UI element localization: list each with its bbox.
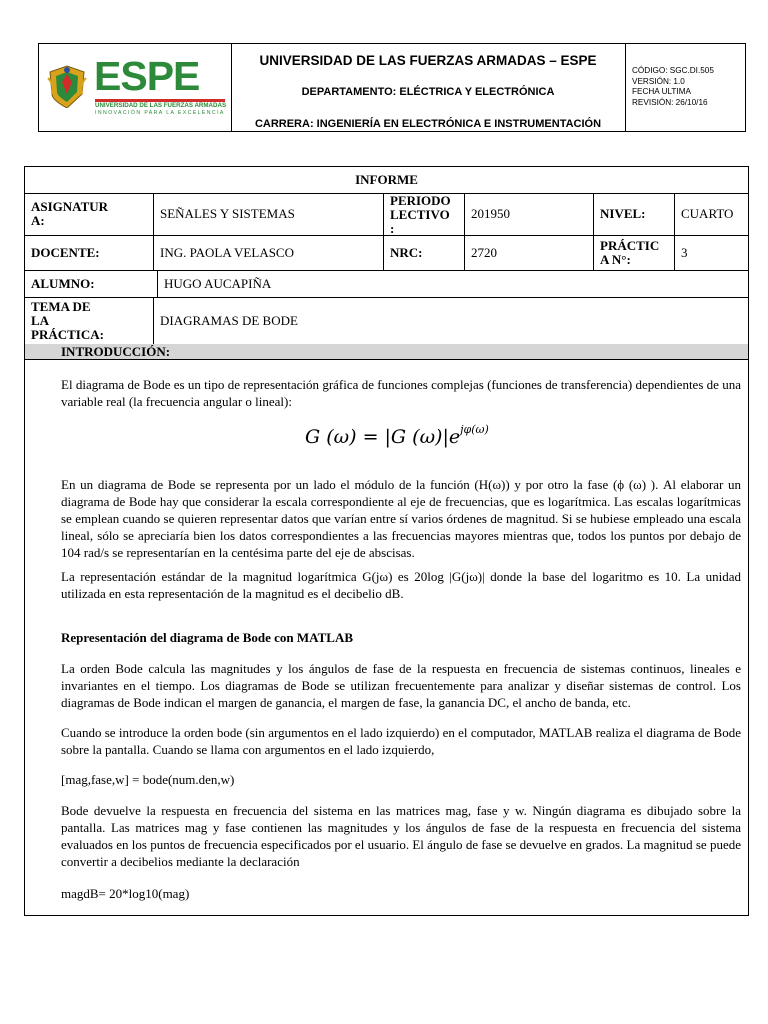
- fecha-label: FECHA ULTIMA: [632, 87, 691, 97]
- docente-label: DOCENTE:: [25, 236, 154, 270]
- document-metadata: [632, 66, 714, 108]
- paragraph-bode-output: Bode devuelve la respuesta en frecuencia del sistema en las matrices mag, fase y w. Ningún diagrama es dibujado sobre la pantalla. Las matrices mag y fase contienen las magnitudes y los ángulos de fase de la respuesta en frecuencia del sistema evaluados en los puntos de frecuencia especificados por el usuario. El ángulo de fase se devuelve en grados. La magnitud se puede convertir a decibelios mediante la declaración: [61, 803, 741, 869]
- asignatura-value: SEÑALES Y SISTEMAS: [154, 193, 384, 235]
- logo-cell: [39, 44, 232, 131]
- logo-motto: INNOVACIÓN PARA LA EXCELENCIA: [95, 110, 225, 116]
- university-title: UNIVERSIDAD DE LAS FUERZAS ARMADAS – ESPE: [259, 53, 597, 68]
- alumno-value: HUGO AUCAPIÑA: [164, 276, 272, 291]
- tema-label: TEMA DE LA PRÁCTICA:: [25, 298, 154, 344]
- paragraph-bode-description: En un diagrama de Bode se representa por un lado el módulo de la función (H(ω)) y por otro la fase (ϕ (ω) ). Al elaborar un diagrama de Bode hay que considerar la escala correspondiente al eje de frecuencias, que es logarítmica. Las escalas logarítmicas se emplean cuando se quieren representar datos que varían entre sí varios órdenes de magnitud. Si se hubiese empleado una escala lineal, sólo se apreciaría bien los datos correspondientes a las frecuencias mayores mientras que, todos los puntos por debajo de 104 rad/s se representarían en la centésima parte del eje de abscisas.: [61, 477, 741, 560]
- nivel-value: CUARTO: [681, 206, 734, 221]
- table-row: [25, 271, 748, 298]
- department-title: DEPARTAMENTO: ELÉCTRICA Y ELECTRÓNICA: [301, 86, 555, 98]
- practica-label: PRÁCTIC A N°:: [594, 236, 675, 270]
- career-title: CARRERA: INGENIERÍA EN ELECTRÓNICA E INSTRUMENTACIÓN: [254, 118, 602, 130]
- paragraph-bode-command: La orden Bode calcula las magnitudes y los ángulos de fase de la respuesta en frecuencia de sistemas continuos, lineales e invariantes en el tiempo. Los diagramas de Bode se utilizan frecuentemente para analizar y diseñar sistemas de control. Los diagramas de Bode indican el margen de ganancia, el margen de fase, la ganancia DC, el ancho de banda, etc.: [61, 661, 741, 710]
- nrc-value: 2720: [465, 236, 594, 270]
- section-title-matlab: Representación del diagrama de Bode con MATLAB: [61, 630, 354, 645]
- code-bode-call: [mag,fase,w] = bode(num.den,w): [61, 772, 235, 787]
- table-row: [25, 236, 748, 271]
- periodo-label: PERIODO LECTIVO :: [384, 193, 465, 235]
- revision-text: REVISIÓN: 26/10/16: [632, 97, 708, 107]
- introduccion-heading: INTRODUCCIÓN:: [25, 344, 748, 360]
- code-magdb: magdB= 20*log10(mag): [61, 886, 190, 901]
- table-row: [25, 298, 748, 344]
- table-row: [25, 193, 748, 236]
- paragraph-intro: El diagrama de Bode es un tipo de representación gráfica de funciones complejas (funciones de transferencia) dependientes de una variable real (la frecuencia angular o lineal):: [61, 377, 741, 409]
- tema-value: DIAGRAMAS DE BODE: [160, 313, 298, 328]
- equation-exponent: jφ(ω): [460, 423, 489, 436]
- document-header: [38, 43, 746, 132]
- paragraph-bode-usage: Cuando se introduce la orden bode (sin argumentos en el lado izquierdo) en el computador, MATLAB realiza el diagrama de Bode sobre la pantalla. Cuando se llama con argumentos en el lado izquierdo,: [61, 725, 741, 757]
- bode-equation: [305, 423, 489, 448]
- equation-main: G (ω) = |G (ω)|e: [305, 426, 461, 448]
- asignatura-label: ASIGNATUR A:: [25, 193, 154, 235]
- practica-value: 3: [681, 245, 688, 260]
- alumno-label: ALUMNO:: [25, 271, 158, 297]
- informe-title: INFORME: [25, 167, 748, 194]
- nrc-label: NRC:: [384, 236, 465, 270]
- nivel-label: NIVEL:: [594, 193, 675, 235]
- university-emblem-icon: [46, 64, 88, 108]
- docente-value: ING. PAOLA VELASCO: [154, 236, 384, 270]
- version-text: VERSIÓN: 1.0: [632, 76, 685, 86]
- logo-wordmark: ESPE: [94, 53, 200, 99]
- periodo-value: 201950: [465, 193, 594, 235]
- logo-university-name: UNIVERSIDAD DE LAS FUERZAS ARMADAS: [95, 102, 227, 109]
- codigo-text: CÓDIGO: SGC.DI.505: [632, 66, 714, 75]
- header-titles: [231, 44, 626, 131]
- paragraph-log-magnitude: La representación estándar de la magnitud logarítmica G(jω) es 20log |G(jω)| donde la base del logaritmo es 10. La unidad utilizada en esta representación de la magnitud es el decibelio dB.: [61, 569, 741, 601]
